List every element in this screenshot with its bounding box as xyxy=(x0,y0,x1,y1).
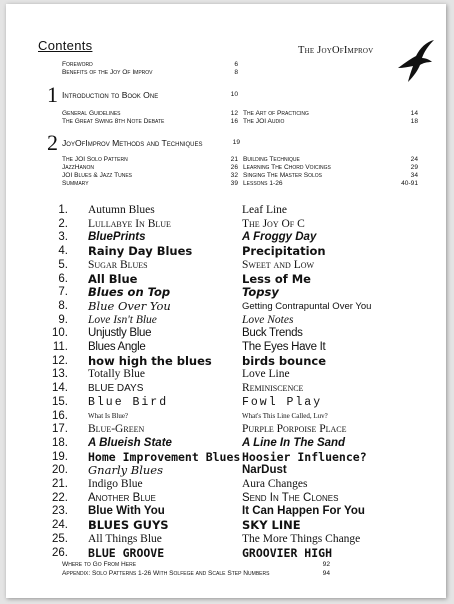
section-label: The JOI Solo Pattern xyxy=(62,156,128,163)
front-matter-page: 8 xyxy=(234,69,238,76)
lesson-jazz-tune: The Eyes Have It xyxy=(242,341,326,353)
lesson-jazz-tune: GROOVIER HIGH xyxy=(242,545,333,560)
lesson-number: 20. xyxy=(52,464,68,477)
lesson-jazz-tune: Send In The Clones xyxy=(242,491,339,504)
section-page: 14 xyxy=(410,110,418,117)
lesson-blues-tune: BluePrints xyxy=(88,231,146,244)
lesson-jazz-tune: Sweet and Low xyxy=(242,258,315,271)
lesson-number: 4. xyxy=(58,245,68,258)
lesson-number: 25. xyxy=(52,532,68,545)
lesson-number: 10. xyxy=(52,327,68,340)
lesson-number: 3. xyxy=(58,231,68,244)
lesson-number: 22. xyxy=(52,491,68,504)
chapter-page: 10 xyxy=(230,91,238,98)
lesson-blues-tune: Blues on Top xyxy=(88,285,171,300)
section-page: 24 xyxy=(410,156,418,163)
back-matter-page: 92 xyxy=(322,561,330,568)
front-matter-label: Foreword xyxy=(62,61,93,68)
back-matter-label: Where to Go From Here xyxy=(62,561,137,568)
section-label: Building Technique xyxy=(243,156,300,163)
section-page: 34 xyxy=(410,172,418,179)
lesson-jazz-tune: It Can Happen For You xyxy=(242,505,365,518)
section-page: 39 xyxy=(230,180,238,187)
section-label: Lessons 1-26 xyxy=(243,180,283,187)
lesson-jazz-tune: The More Things Change xyxy=(242,532,361,545)
front-matter-page: 6 xyxy=(234,61,238,68)
section-label: General Guidelines xyxy=(62,110,121,117)
lesson-number: 26. xyxy=(52,546,68,559)
lesson-blues-tune: Blue Over You xyxy=(88,298,171,313)
lesson-jazz-tune: Love Notes xyxy=(242,313,294,326)
back-matter-page: 94 xyxy=(322,570,330,577)
section-label: Summary xyxy=(62,180,89,187)
chapter-page: 19 xyxy=(232,139,240,146)
lesson-number: 11. xyxy=(52,341,68,353)
lesson-number: 2. xyxy=(58,217,68,230)
lesson-number: 17. xyxy=(52,423,68,436)
chapter-number: 1 xyxy=(47,82,58,107)
lesson-jazz-tune: Hoosier Influence? xyxy=(242,449,367,464)
lesson-jazz-tune: Topsy xyxy=(242,285,279,300)
lesson-blues-tune: What Is Blue? xyxy=(88,411,129,420)
lesson-blues-tune: Autumn Blues xyxy=(88,204,155,216)
lesson-blues-tune: Sugar Blues xyxy=(88,258,148,271)
section-page: 16 xyxy=(230,118,238,125)
chapter-title: Introduction to Book One xyxy=(62,90,159,100)
lesson-blues-tune: Love Isn't Blue xyxy=(88,313,157,326)
lesson-number: 6. xyxy=(58,272,68,285)
lesson-blues-tune: Lullabye In Blue xyxy=(88,217,171,230)
lesson-blues-tune: BLUE DAYS xyxy=(88,383,144,395)
lesson-number: 7. xyxy=(58,286,68,299)
lesson-blues-tune: Blue Bird xyxy=(88,395,169,409)
lesson-number: 5. xyxy=(58,258,68,271)
section-label: Singing The Master Solos xyxy=(243,172,322,179)
lesson-blues-tune: All Things Blue xyxy=(88,532,162,545)
lesson-jazz-tune: A Line In The Sand xyxy=(242,436,346,449)
lesson-blues-tune: Blue With You xyxy=(88,505,165,518)
section-page: 26 xyxy=(230,164,238,171)
lesson-jazz-tune: Fowl Play xyxy=(242,395,323,409)
lesson-jazz-tune: Aura Changes xyxy=(242,478,308,490)
lesson-jazz-tune: A Froggy Day xyxy=(242,231,317,244)
lesson-blues-tune: Totally Blue xyxy=(88,368,146,381)
section-label: The Great Swing 8th Note Debate xyxy=(62,118,165,125)
lesson-jazz-tune: Reminiscence xyxy=(242,382,304,395)
lesson-jazz-tune: SKY LINE xyxy=(242,518,301,533)
brand-title: The JoyOfImprov xyxy=(298,45,374,56)
lesson-blues-tune: Blues Angle xyxy=(88,341,146,353)
contents-title: Contents xyxy=(38,38,93,53)
lesson-number: 21. xyxy=(52,478,68,490)
front-matter-label: Benefits of the Joy Of Improv xyxy=(62,69,153,76)
lesson-number: 23. xyxy=(52,505,68,518)
section-page: 12 xyxy=(230,110,238,117)
lesson-number: 15. xyxy=(52,395,68,408)
back-matter-label: Appendix: Solo Patterns 1-26 With Solfege and Scale Step Numbers xyxy=(62,570,270,577)
lesson-number: 13. xyxy=(52,368,68,381)
lesson-number: 18. xyxy=(52,436,68,449)
lesson-number: 9. xyxy=(58,313,68,326)
lesson-number: 16. xyxy=(52,409,68,422)
lesson-jazz-tune: The Joy Of C xyxy=(242,217,305,230)
lesson-number: 19. xyxy=(52,450,68,463)
lesson-blues-tune: Unjustly Blue xyxy=(88,327,152,340)
section-page: 18 xyxy=(410,118,418,125)
lesson-blues-tune: Indigo Blue xyxy=(88,478,143,490)
lesson-jazz-tune: Purple Porpoise Place xyxy=(242,423,347,436)
section-page: 40-91 xyxy=(401,180,418,187)
section-page: 21 xyxy=(230,156,238,163)
lesson-blues-tune: All Blue xyxy=(88,271,138,286)
lesson-number: 8. xyxy=(58,299,68,312)
chapter-number: 2 xyxy=(47,130,58,155)
toc-page xyxy=(6,4,446,598)
lesson-jazz-tune: Getting Contrapuntal Over You xyxy=(242,300,372,312)
lesson-jazz-tune: Leaf Line xyxy=(242,204,288,216)
lesson-number: 1. xyxy=(58,204,68,216)
chapter-title: JoyOfImprov Methods and Techniques xyxy=(62,138,203,148)
section-label: The JOI Audio xyxy=(243,118,285,125)
lesson-number: 24. xyxy=(52,519,68,532)
lesson-blues-tune: how high the blues xyxy=(88,353,212,368)
lesson-jazz-tune: Buck Trends xyxy=(242,327,303,340)
bird-logo-icon xyxy=(394,38,438,84)
lesson-blues-tune: Blue-Green xyxy=(88,423,145,436)
lesson-blues-tune: Rainy Day Blues xyxy=(88,244,193,259)
section-page: 29 xyxy=(410,164,418,171)
lesson-jazz-tune: NarDust xyxy=(242,464,287,477)
lesson-jazz-tune: Love Line xyxy=(242,368,290,381)
lesson-blues-tune: Another Blue xyxy=(88,491,156,504)
section-label: The Art of Practicing xyxy=(243,110,309,117)
section-label: JOI Blues & Jazz Tunes xyxy=(62,172,132,179)
lesson-jazz-tune: birds bounce xyxy=(242,353,327,368)
section-label: JazzHanon xyxy=(62,164,94,171)
lesson-blues-tune: BLUE GROOVE xyxy=(88,545,165,560)
lesson-blues-tune: Gnarly Blues xyxy=(88,463,164,478)
lesson-jazz-tune: Less of Me xyxy=(242,271,311,286)
lesson-jazz-tune: What's This Line Called, Luv? xyxy=(242,411,328,420)
section-label: Learning The Chord Voicings xyxy=(243,164,331,171)
lesson-jazz-tune: Precipitation xyxy=(242,244,326,259)
lesson-number: 14. xyxy=(52,382,68,395)
lesson-blues-tune: BLUES GUYS xyxy=(88,518,169,533)
lesson-blues-tune: A Blueish State xyxy=(88,436,172,449)
lesson-number: 12. xyxy=(52,354,68,367)
lesson-blues-tune: Home Improvement Blues xyxy=(88,449,241,464)
section-page: 32 xyxy=(230,172,238,179)
